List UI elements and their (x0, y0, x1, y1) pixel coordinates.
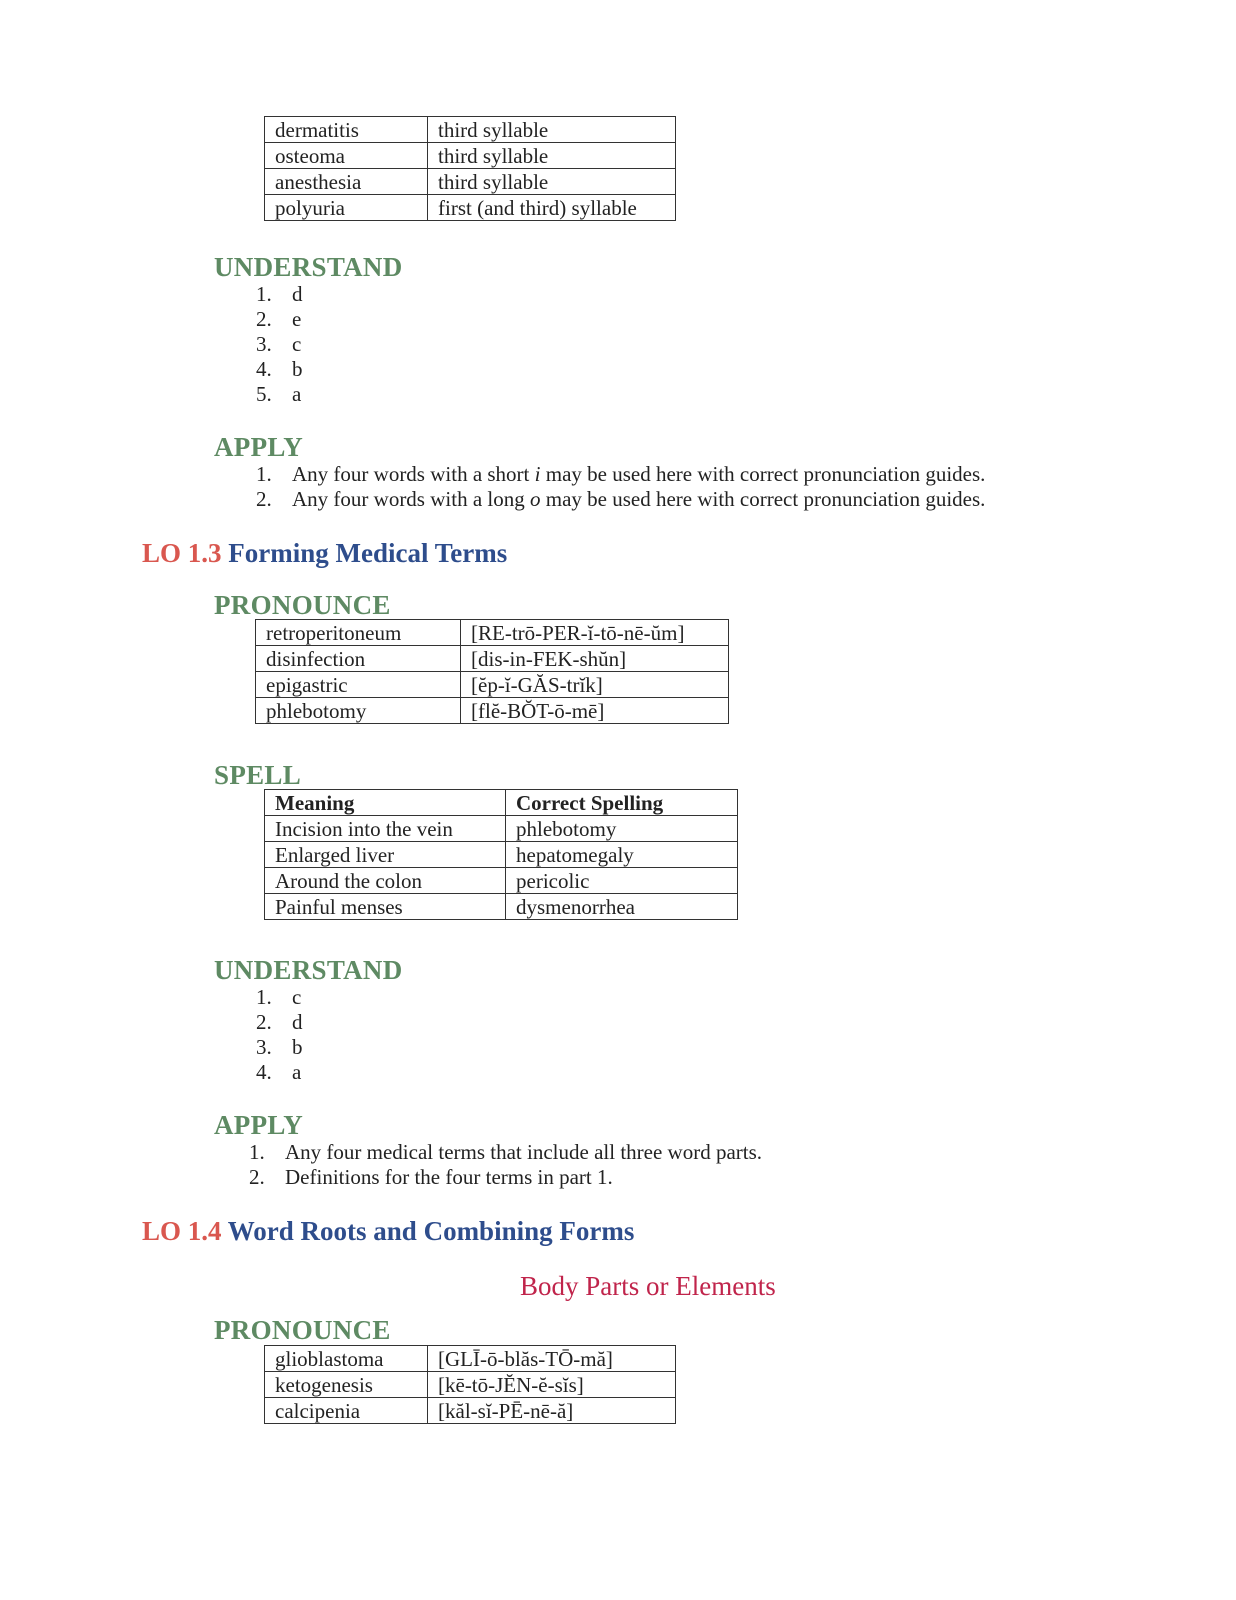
apply-heading: APPLY (214, 432, 304, 462)
table-row (256, 698, 729, 724)
lo-1-4-heading (142, 1216, 634, 1246)
table-cell: third syllable (428, 143, 676, 169)
table-cell: Enlarged liver (265, 842, 506, 868)
table-cell: third syllable (428, 117, 676, 143)
pronounce-heading: PRONOUNCE (214, 590, 391, 620)
item-text (292, 487, 985, 512)
list-item (256, 985, 303, 1010)
item-text-start: Any four words with a long (292, 487, 530, 511)
item-text: d (292, 1010, 303, 1034)
item-number: 5. (256, 382, 272, 406)
table-cell: dysmenorrhea (506, 894, 738, 920)
table-cell: [GLĪ-ō-blăs-TŌ-mă] (428, 1346, 676, 1372)
spell-heading: SPELL (214, 760, 302, 790)
item-text: d (292, 282, 303, 306)
item-number: 4. (256, 1060, 272, 1084)
item-number: 2. (249, 1165, 265, 1189)
list-item (256, 282, 303, 307)
table-cell: disinfection (256, 646, 461, 672)
table-cell: glioblastoma (265, 1346, 428, 1372)
column-header: Meaning (265, 790, 506, 816)
lo-1-3-heading (142, 538, 507, 568)
understand-answer-list (256, 985, 303, 1085)
stress-syllable-table (264, 116, 676, 221)
table-cell: calcipenia (265, 1398, 428, 1424)
lo-number: LO 1.4 (142, 1216, 222, 1246)
item-text: b (292, 357, 303, 381)
list-item (256, 357, 303, 382)
understand-heading: UNDERSTAND (214, 955, 403, 985)
table-cell: retroperitoneum (256, 620, 461, 646)
list-item (249, 1165, 762, 1190)
table-cell: dermatitis (265, 117, 428, 143)
understand-answer-list (256, 282, 303, 407)
table-row (265, 868, 738, 894)
item-number: 3. (256, 1035, 272, 1059)
table-row (256, 672, 729, 698)
list-item (249, 1140, 762, 1165)
list-item (256, 382, 303, 407)
table-cell: phlebotomy (256, 698, 461, 724)
table-cell: epigastric (256, 672, 461, 698)
table-row (265, 1346, 676, 1372)
table-row (265, 169, 676, 195)
item-text: Any four medical terms that include all three word parts. (285, 1140, 763, 1164)
table-cell: hepatomegaly (506, 842, 738, 868)
item-text-start: Any four words with a short (292, 462, 535, 486)
item-number: 2. (256, 487, 272, 511)
table-cell: osteoma (265, 143, 428, 169)
lo-title: Forming Medical Terms (228, 538, 508, 568)
table-row (265, 816, 738, 842)
item-number: 4. (256, 357, 272, 381)
item-number: 2. (256, 307, 272, 331)
table-cell: polyuria (265, 195, 428, 221)
table-cell: third syllable (428, 169, 676, 195)
table-cell: [flĕ-BŎT-ō-mē] (461, 698, 729, 724)
table-cell: Incision into the vein (265, 816, 506, 842)
table-cell: pericolic (506, 868, 738, 894)
table-cell: [kăl-sĭ-PĒ-nē-ă] (428, 1398, 676, 1424)
table-row (256, 620, 729, 646)
list-item (256, 462, 985, 487)
item-number: 1. (256, 462, 272, 486)
item-number: 1. (256, 282, 272, 306)
understand-heading: UNDERSTAND (214, 252, 403, 282)
item-text-end: may be used here with correct pronunciation guides. (540, 462, 986, 486)
item-text: b (292, 1035, 303, 1059)
list-item (256, 307, 303, 332)
table-row (265, 1398, 676, 1424)
table-cell: phlebotomy (506, 816, 738, 842)
table-cell: Around the colon (265, 868, 506, 894)
item-text-emphasis: i (534, 462, 541, 486)
item-text: Definitions for the four terms in part 1. (285, 1165, 613, 1189)
pronounce-table (264, 1345, 676, 1424)
table-cell: [ĕp-ĭ-GĂS-trĭk] (461, 672, 729, 698)
table-row (256, 646, 729, 672)
item-text: c (292, 985, 302, 1009)
list-item (256, 487, 985, 512)
table-header-row (265, 790, 738, 816)
pronounce-heading: PRONOUNCE (214, 1315, 391, 1345)
table-cell: [kē-tō-JĔN-ĕ-sĭs] (428, 1372, 676, 1398)
table-row (265, 143, 676, 169)
table-cell: first (and third) syllable (428, 195, 676, 221)
table-cell: [dis-in-FEK-shŭn] (461, 646, 729, 672)
item-number: 1. (249, 1140, 265, 1164)
item-text: c (292, 332, 302, 356)
apply-answer-list (256, 462, 985, 512)
column-header: Correct Spelling (506, 790, 738, 816)
item-text (292, 462, 985, 487)
table-row (265, 1372, 676, 1398)
table-cell: Painful menses (265, 894, 506, 920)
pronounce-table (255, 619, 729, 724)
list-item (256, 1010, 303, 1035)
list-item (256, 1060, 303, 1085)
apply-answer-list (249, 1140, 762, 1190)
table-cell: [RE-trō-PER-ĭ-tō-nē-ŭm] (461, 620, 729, 646)
list-item (256, 332, 303, 357)
table-cell: anesthesia (265, 169, 428, 195)
lo-number: LO 1.3 (142, 538, 222, 568)
table-row (265, 195, 676, 221)
table-row (265, 894, 738, 920)
spell-table (264, 789, 738, 920)
item-text-end: may be used here with correct pronunciation guides. (540, 487, 986, 511)
lo-title: Word Roots and Combining Forms (227, 1216, 635, 1246)
item-text: a (292, 1060, 302, 1084)
section-subtitle: Body Parts or Elements (520, 1271, 776, 1301)
table-row (265, 117, 676, 143)
item-number: 2. (256, 1010, 272, 1034)
table-cell: ketogenesis (265, 1372, 428, 1398)
apply-heading: APPLY (214, 1110, 304, 1140)
item-text: e (292, 307, 302, 331)
list-item (256, 1035, 303, 1060)
item-number: 3. (256, 332, 272, 356)
item-number: 1. (256, 985, 272, 1009)
item-text-emphasis: o (529, 487, 541, 511)
item-text: a (292, 382, 302, 406)
table-row (265, 842, 738, 868)
